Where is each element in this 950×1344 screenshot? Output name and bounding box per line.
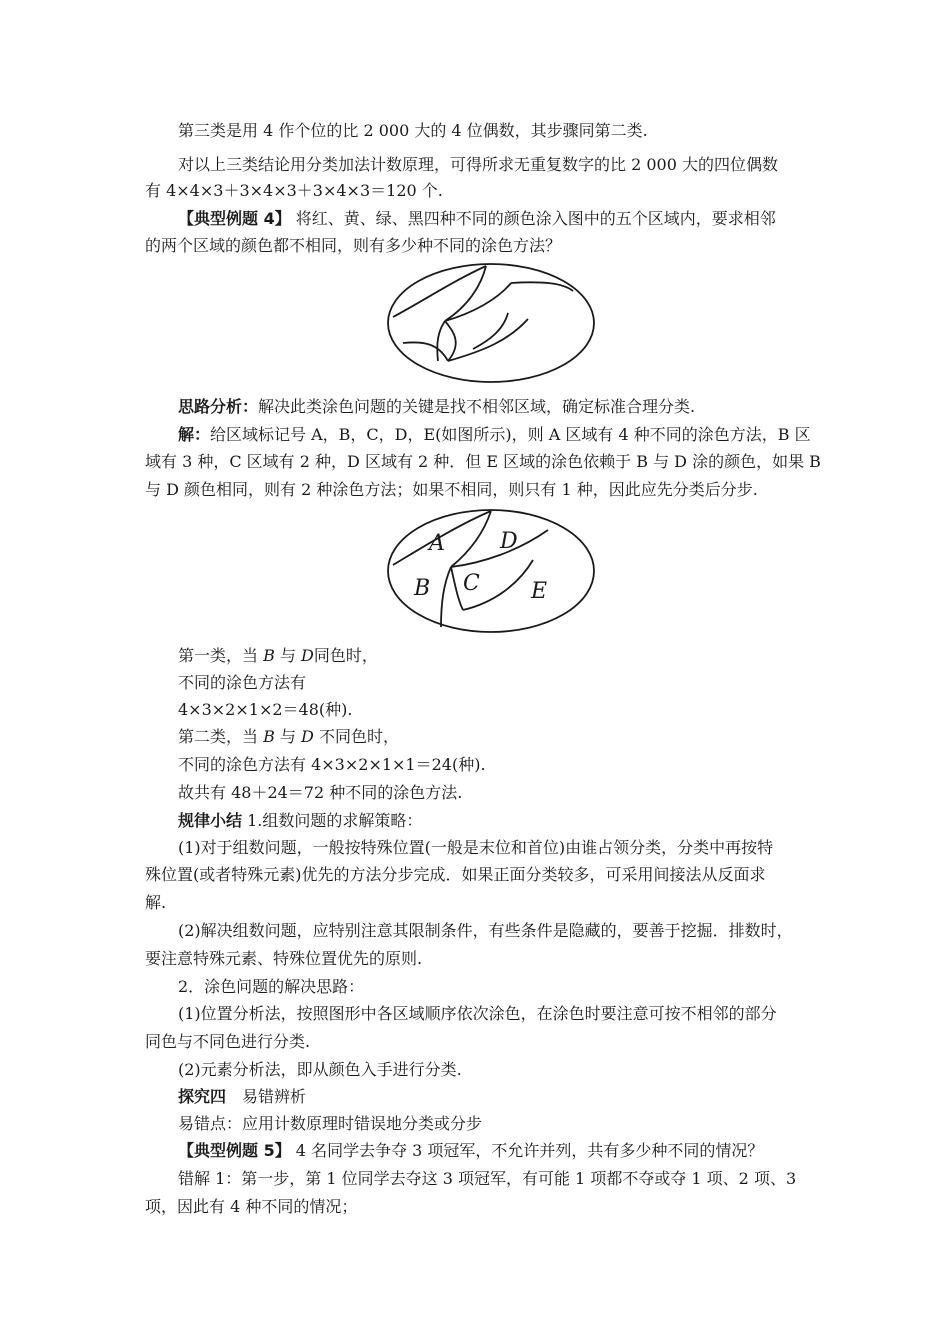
region-diagram-unlabeled bbox=[383, 261, 599, 385]
paragraph-line: 有 4×4×3＋3×4×3＋3×4×3＝120 个. bbox=[145, 181, 443, 200]
paragraph-line: 易错点：应用计数原理时错误地分类或分步 bbox=[178, 1114, 483, 1133]
solution-line bbox=[178, 425, 811, 445]
paragraph-line: 解. bbox=[145, 893, 167, 912]
case1-mid: 与 bbox=[274, 646, 302, 665]
case2-post: 不同色时， bbox=[313, 727, 399, 746]
paragraph-line: 殊位置(或者特殊元素)优先的方法分步完成．如果正面分类较多，可采用间接法从反面求 bbox=[145, 865, 766, 884]
region-label-a: A bbox=[429, 531, 445, 556]
analysis-line bbox=[178, 397, 695, 417]
paragraph-line: (1)对于组数问题，一般按特殊位置(一般是末位和首位)由谁占领分类，分类中再按特 bbox=[178, 838, 774, 857]
example-4-line bbox=[178, 209, 776, 229]
case1-line bbox=[178, 646, 378, 666]
example-5-line bbox=[178, 1141, 763, 1161]
case2-mid: 与 bbox=[274, 727, 302, 746]
example-4-text: 将红、黄、绿、黑四种不同的颜色涂入图中的五个区域内，要求相邻 bbox=[290, 209, 776, 228]
summary-line bbox=[178, 811, 422, 831]
case2-line bbox=[178, 727, 399, 747]
case1-pre: 第一类，当 bbox=[178, 646, 264, 665]
case1-var-d: D bbox=[301, 646, 314, 665]
region-label-d: D bbox=[500, 529, 518, 554]
paragraph-line: 域有 3 种，C 区域有 2 种，D 区域有 2 种．但 E 区域的涂色依赖于 B 与 D 涂的颜色，如果 B bbox=[145, 452, 821, 471]
paragraph-line: 同色与不同色进行分类. bbox=[145, 1032, 311, 1051]
paragraph-line: (2)解决组数问题，应特别注意其限制条件，有些条件是隐藏的，要善于挖掘．排数时， bbox=[178, 921, 793, 940]
section-title: 易错辨析 bbox=[226, 1087, 307, 1106]
case2-var-d: D bbox=[301, 727, 314, 746]
case1-var-b: B bbox=[263, 646, 275, 665]
summary-label: 规律小结 bbox=[178, 811, 243, 830]
paragraph-line: 错解 1：第一步，第 1 位同学去夺这 3 项冠军，有可能 1 项都不夺或夺 1 项、2 项、3 bbox=[178, 1169, 797, 1188]
paragraph-line: 项，因此有 4 种不同的情况； bbox=[145, 1197, 358, 1216]
paragraph-line: 第三类是用 4 作个位的比 2 000 大的 4 位偶数，其步骤同第二类. bbox=[178, 121, 648, 140]
example-5-text: 4 名同学去争夺 3 项冠军，不允许并列，共有多少种不同的情况？ bbox=[290, 1141, 764, 1160]
summary-text: 1.组数问题的求解策略： bbox=[242, 811, 423, 830]
solution-label: 解： bbox=[178, 425, 211, 444]
paragraph-line: 的两个区域的颜色都不相同，则有多少种不同的涂色方法？ bbox=[145, 236, 562, 255]
analysis-text: 解决此类涂色问题的关键是找不相邻区域，确定标准合理分类. bbox=[258, 397, 696, 416]
paragraph-line: 不同的涂色方法有 bbox=[178, 673, 307, 692]
paragraph-line: 对以上三类结论用分类加法计数原理，可得所求无重复数字的比 2 000 大的四位偶数 bbox=[178, 155, 778, 174]
case1-post: 同色时， bbox=[313, 646, 378, 665]
example-4-tag: 【典型例题 4】 bbox=[178, 209, 291, 228]
region-label-e: E bbox=[531, 579, 548, 604]
section-heading bbox=[178, 1087, 306, 1107]
section-label: 探究四 bbox=[178, 1087, 227, 1106]
case2-var-b: B bbox=[263, 727, 275, 746]
region-label-c: C bbox=[463, 571, 480, 596]
paragraph-line: 故共有 48＋24＝72 种不同的涂色方法. bbox=[178, 783, 463, 802]
paragraph-line: 不同的涂色方法有 4×3×2×1×1＝24(种). bbox=[178, 755, 486, 774]
solution-text: 给区域标记号 A，B，C，D，E(如图所示)，则 A 区域有 4 种不同的涂色方法，B 区 bbox=[210, 425, 811, 444]
paragraph-line: 与 D 颜色相同，则有 2 种涂色方法；如果不相同，则只有 1 种，因此应先分类后分步. bbox=[145, 480, 758, 499]
paragraph-line: 2．涂色问题的解决思路： bbox=[178, 977, 365, 996]
paragraph-line: 要注意特殊元素、特殊位置优先的原则. bbox=[145, 949, 423, 968]
paragraph-line: 4×3×2×1×2＝48(种). bbox=[178, 700, 353, 719]
paragraph-line: (1)位置分析法，按照图形中各区域顺序依次涂色，在涂色时要注意可按不相邻的部分 bbox=[178, 1004, 777, 1023]
region-label-b: B bbox=[414, 576, 431, 601]
paragraph-line: (2)元素分析法，即从颜色入手进行分类. bbox=[178, 1060, 462, 1079]
case2-pre: 第二类，当 bbox=[178, 727, 264, 746]
analysis-label: 思路分析： bbox=[178, 397, 259, 416]
example-5-tag: 【典型例题 5】 bbox=[178, 1141, 291, 1160]
region-diagram-labeled bbox=[383, 505, 599, 635]
